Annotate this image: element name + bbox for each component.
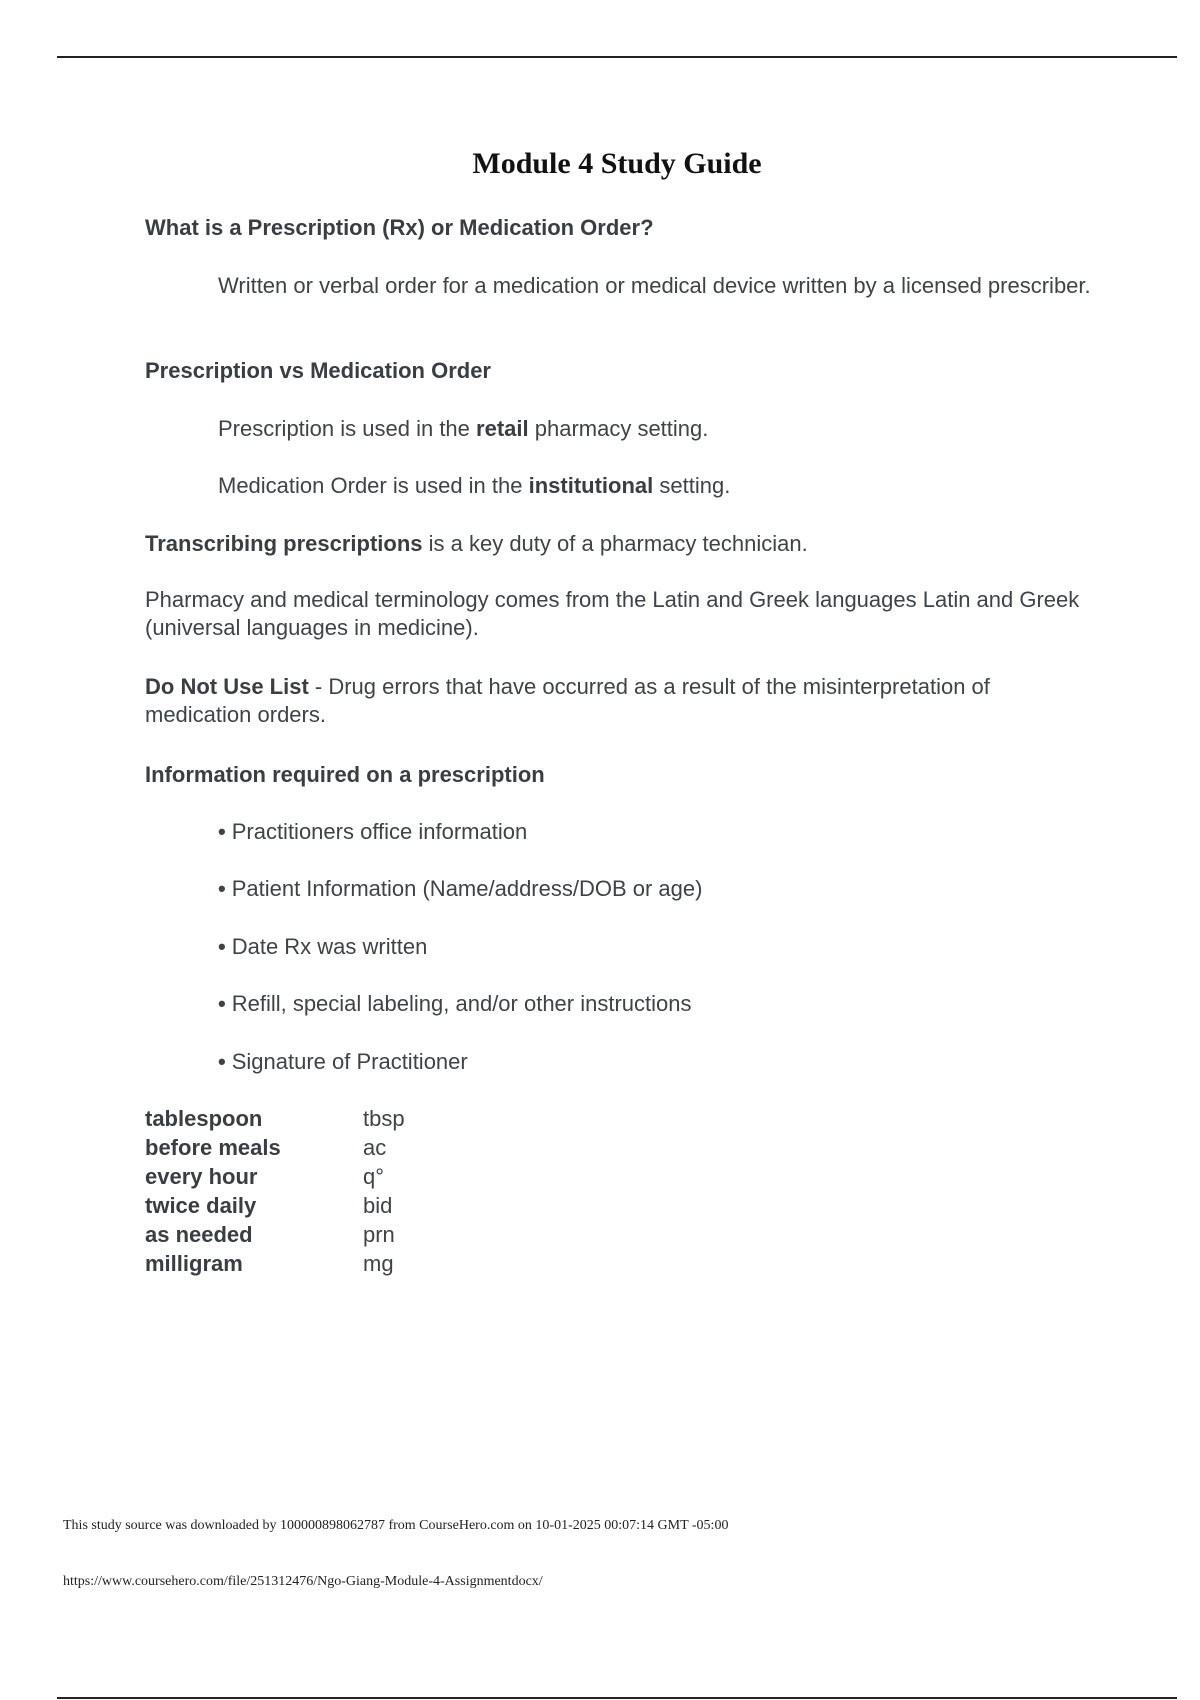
list-item-text: Date Rx was written <box>231 934 428 959</box>
abbreviation-value: tbsp <box>363 1106 405 1131</box>
do-not-use-text <box>145 673 1095 729</box>
table-row <box>145 1162 405 1191</box>
transcribing-rest: is a key duty of a pharmacy technician. <box>422 531 808 556</box>
bullet-icon: • <box>218 1049 226 1074</box>
table-row <box>145 1133 405 1162</box>
order-prefix: Medication Order is used in the <box>218 473 529 498</box>
list-item <box>218 1048 1098 1076</box>
terminology-text: Pharmacy and medical terminology comes from the Latin and Greek languages Latin and Greek (universal languages in medicine). <box>145 587 1080 640</box>
abbreviation-term: milligram <box>145 1251 243 1276</box>
bullet-icon: • <box>218 991 226 1016</box>
list-item <box>218 990 1098 1018</box>
table-row <box>145 1249 405 1278</box>
abbreviation-term: as needed <box>145 1222 253 1247</box>
list-item <box>218 875 1098 903</box>
abbreviation-term: tablespoon <box>145 1106 263 1131</box>
transcribing-text <box>145 530 1095 558</box>
bottom-divider <box>57 1697 1177 1699</box>
retail-keyword: retail <box>476 416 529 441</box>
table-row <box>145 1220 405 1249</box>
bullet-icon: • <box>218 819 226 844</box>
prescription-suffix: pharmacy setting. <box>528 416 709 441</box>
abbreviation-term: twice daily <box>145 1193 257 1218</box>
list-item <box>218 818 1098 846</box>
table-row <box>145 1104 405 1133</box>
list-item-text: Refill, special labeling, and/or other instructions <box>231 991 692 1016</box>
abbreviation-value: mg <box>363 1251 394 1276</box>
do-not-use-keyword: Do Not Use List <box>145 674 309 699</box>
list-item <box>218 933 1098 961</box>
rx-heading: What is a Prescription (Rx) or Medication Order? <box>145 215 654 240</box>
page-title: Module 4 Study Guide <box>472 147 762 180</box>
top-divider <box>57 56 1177 58</box>
institutional-keyword: institutional <box>528 473 654 498</box>
list-item-text: Practitioners office information <box>231 819 528 844</box>
order-suffix: setting. <box>653 473 731 498</box>
list-item-text: Signature of Practitioner <box>231 1049 468 1074</box>
abbreviation-value: q° <box>363 1164 385 1189</box>
bullet-icon: • <box>218 934 226 959</box>
order-setting-text <box>218 472 1098 500</box>
abbreviation-term: every hour <box>145 1164 258 1189</box>
abbreviation-table <box>145 1104 405 1278</box>
do-not-use-rest: - Drug errors that have occurred as a result of the misinterpretation of medication orders. <box>145 674 990 727</box>
list-item-text: Patient Information (Name/address/DOB or age) <box>231 876 703 901</box>
abbreviation-value: prn <box>363 1222 395 1247</box>
vs-heading: Prescription vs Medication Order <box>145 358 491 383</box>
source-url[interactable]: https://www.coursehero.com/file/251312476/Ngo-Giang-Module-4-Assignmentdocx/ <box>63 1574 543 1589</box>
abbreviation-term: before meals <box>145 1135 281 1160</box>
download-source-note: This study source was downloaded by 100000898062787 from CourseHero.com on 10-01-2025 00:07:14 GMT -05:00 <box>63 1518 729 1533</box>
abbreviation-value: ac <box>363 1135 387 1160</box>
transcribing-keyword: Transcribing prescriptions <box>145 531 423 556</box>
prescription-setting-text <box>218 415 1098 443</box>
bullet-icon: • <box>218 876 226 901</box>
info-heading: Information required on a prescription <box>145 762 545 787</box>
prescription-prefix: Prescription is used in the <box>218 416 477 441</box>
rx-definition: Written or verbal order for a medication or medical device written by a licensed prescriber. <box>218 273 1091 298</box>
table-row <box>145 1191 405 1220</box>
abbreviation-value: bid <box>363 1193 393 1218</box>
